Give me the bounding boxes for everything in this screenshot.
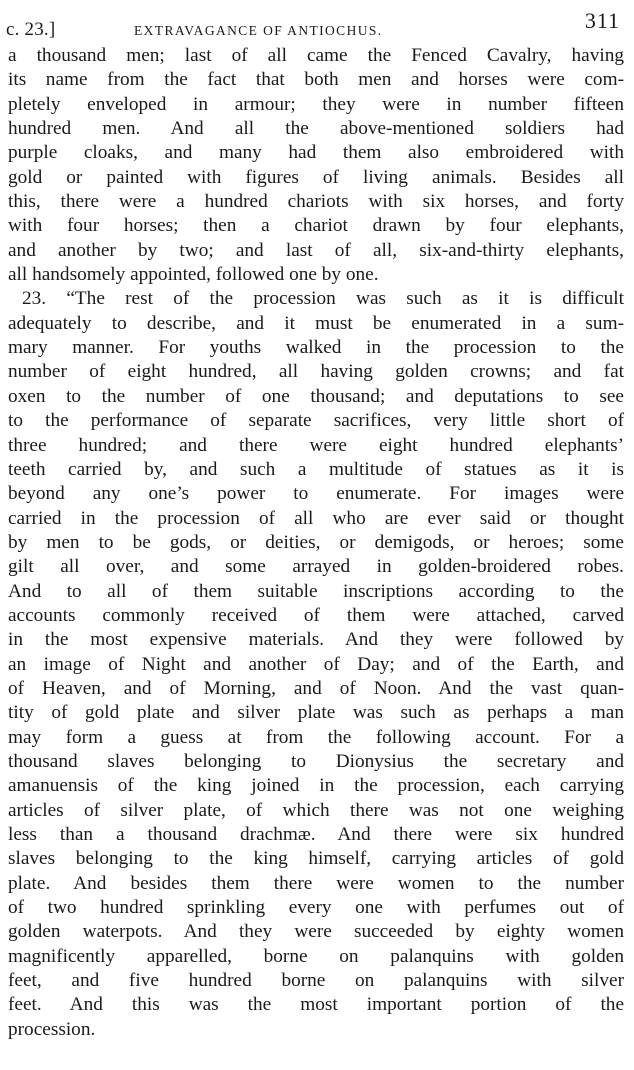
chapter-reference: c. 23.] bbox=[6, 19, 56, 40]
text-line: with four horses; then a chariot drawn by four elephants, bbox=[8, 215, 624, 237]
paragraph bbox=[8, 44, 624, 287]
paragraph bbox=[8, 287, 624, 1042]
text-line: less than a thousand drachmæ. And there were six hundred bbox=[8, 824, 624, 845]
text-line: tity of gold plate and silver plate was such as perhaps a man bbox=[8, 702, 624, 724]
text-line: feet. And this was the most important portion of the bbox=[8, 994, 624, 1016]
text-line: and another by two; and last of all, six-and-thirty elephants, bbox=[8, 239, 624, 261]
text-line: feet, and five hundred borne on palanquins with silver bbox=[8, 970, 624, 992]
text-line: pletely enveloped in armour; they were in number fifteen bbox=[8, 93, 624, 115]
text-line: to the performance of separate sacrifices, very little short of bbox=[8, 410, 624, 432]
text-line: in the most expensive materials. And they were followed by bbox=[8, 629, 624, 651]
text-line: 23. “The rest of the procession was such as it is difficult bbox=[22, 288, 624, 310]
text-line: slaves belonging to the king himself, carrying articles of gold bbox=[8, 848, 624, 870]
text-line: teeth carried by, and such a multitude of statues as it is bbox=[8, 458, 624, 480]
text-line: of two hundred sprinkling every one with perfumes out of bbox=[8, 897, 624, 919]
text-line: accounts commonly received of them were attached, carved bbox=[8, 604, 624, 626]
page-number: 311 bbox=[584, 8, 620, 33]
body-text bbox=[8, 44, 624, 1042]
text-line: purple cloaks, and many had them also embroidered with bbox=[8, 142, 624, 164]
text-line: all handsomely appointed, followed one by one. bbox=[8, 264, 379, 286]
text-line: oxen to the number of one thousand; and deputations to see bbox=[8, 385, 624, 407]
text-line: its name from the fact that both men and horses were com- bbox=[8, 69, 624, 91]
text-line: may form a guess at from the following account. For a bbox=[8, 726, 624, 748]
text-line: articles of silver plate, of which there was not one weighing bbox=[8, 799, 624, 821]
text-line: gilt all over, and some arrayed in golden-broidered robes. bbox=[8, 556, 624, 578]
text-line: gold or painted with figures of living animals. Besides all bbox=[8, 166, 624, 188]
text-line: carried in the procession of all who are ever said or thought bbox=[8, 507, 624, 529]
text-line: by men to be gods, or deities, or demigods, or heroes; some bbox=[8, 531, 624, 553]
text-line: amanuensis of the king joined in the procession, each carrying bbox=[8, 775, 624, 797]
text-line: magnificently apparelled, borne on palanquins with golden bbox=[8, 945, 624, 967]
text-line: an image of Night and another of Day; and of the Earth, and bbox=[8, 653, 624, 675]
text-line: hundred men. And all the above-mentioned soldiers had bbox=[8, 118, 624, 140]
text-line: plate. And besides them there were women to the number bbox=[8, 872, 624, 894]
text-line: golden waterpots. And they were succeeded by eighty women bbox=[8, 921, 624, 943]
text-line: number of eight hundred, all having golden crowns; and fat bbox=[8, 361, 624, 383]
text-line: procession. bbox=[8, 1018, 96, 1040]
text-line: thousand slaves belonging to Dionysius the secretary and bbox=[8, 750, 624, 772]
text-line: mary manner. For youths walked in the procession to the bbox=[8, 337, 624, 359]
running-head bbox=[6, 8, 626, 44]
running-title: EXTRAVAGANCE OF ANTIOCHUS. bbox=[134, 23, 383, 38]
text-line: three hundred; and there were eight hundred elephants’ bbox=[8, 434, 624, 456]
text-line: this, there were a hundred chariots with six horses, and forty bbox=[8, 191, 624, 213]
text-line: adequately to describe, and it must be enumerated in a sum- bbox=[8, 312, 624, 334]
text-line: of Heaven, and of Morning, and of Noon. And the vast quan- bbox=[8, 677, 624, 699]
text-line: a thousand men; last of all came the Fenced Cavalry, having bbox=[8, 45, 624, 66]
text-line: And to all of them suitable inscriptions according to the bbox=[8, 580, 624, 602]
text-line: beyond any one’s power to enumerate. For images were bbox=[8, 483, 624, 505]
